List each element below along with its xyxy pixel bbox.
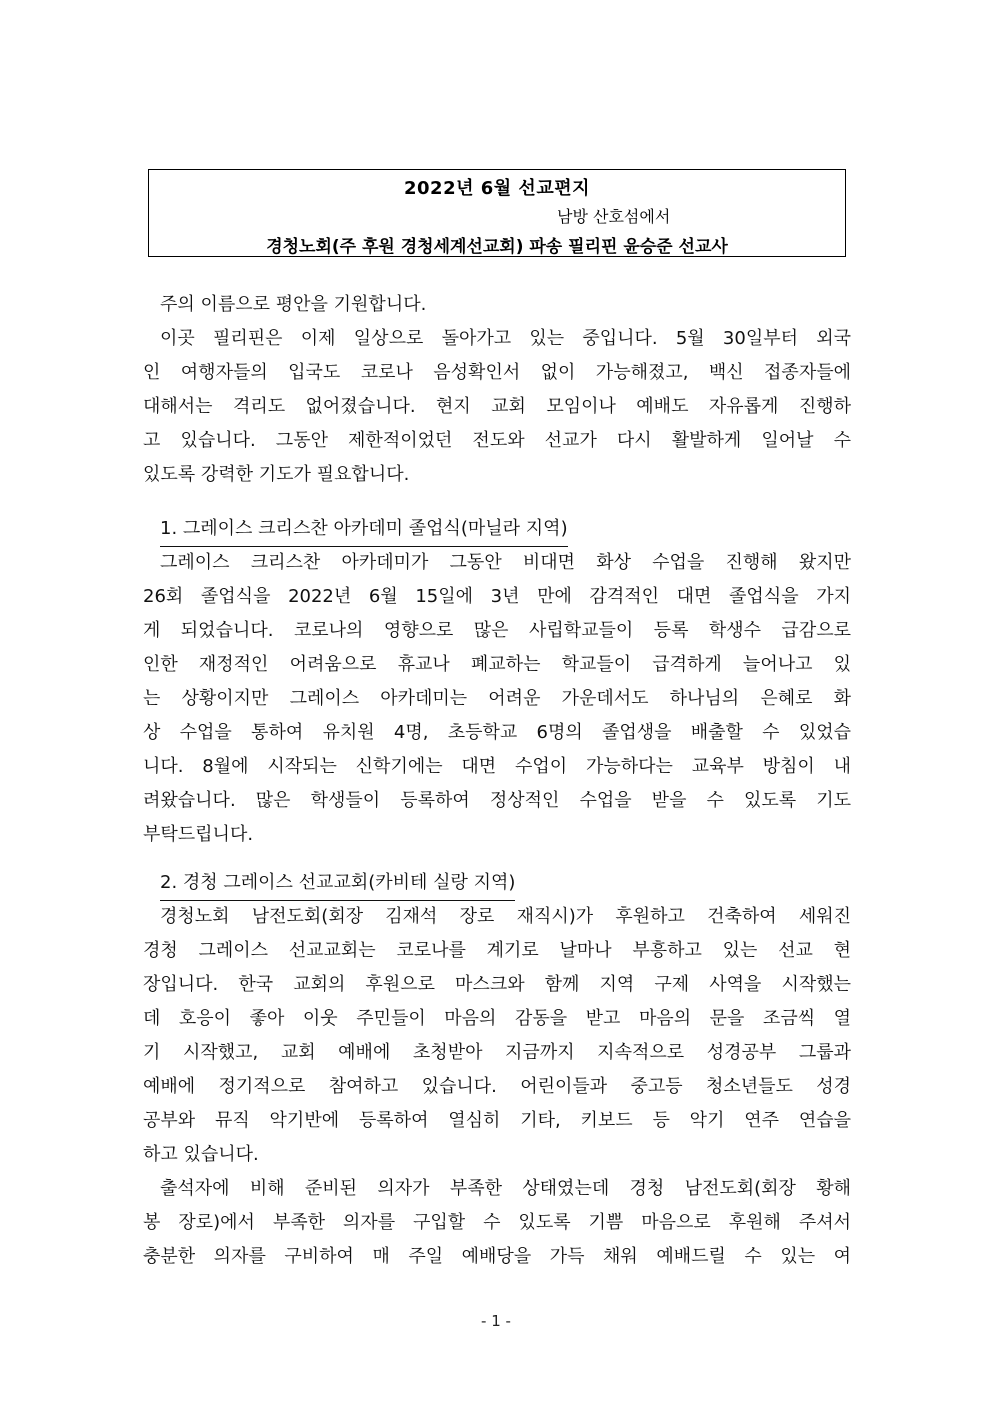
section-1-line: 그레이스 크리스찬 아카데미가 그동안 비대면 화상 수업을 진행해 왔지만	[160, 552, 851, 573]
section-1-line: 게 되었습니다. 코로나의 영향으로 많은 사립학교들이 등록 학생수 급감으로	[143, 620, 851, 641]
section-1-line: 니다. 8월에 시작되는 신학기에는 대면 수업이 가능하다는 교육부 방침이 내	[143, 756, 851, 777]
section-2-line: 경청노회 남전도회(회장 김재석 장로 재직시)가 후원하고 건축하여 세워진	[160, 906, 851, 927]
intro-line: 대해서는 격리도 없어졌습니다. 현지 교회 모임이나 예배도 자유롭게 진행하	[143, 396, 851, 417]
letter-author: 경청노회(주 후원 경청세계선교회) 파송 필리핀 윤승준 선교사	[266, 237, 728, 257]
intro-line: 인 여행자들의 입국도 코로나 음성확인서 없이 가능해졌고, 백신 접종자들에	[143, 362, 851, 383]
section-1-line: 상 수업을 통하여 유치원 4명, 초등학교 6명의 졸업생을 배출할 수 있었습	[143, 722, 851, 743]
section-2-line: 장입니다. 한국 교회의 후원으로 마스크와 함께 지역 구제 사역을 시작했는	[143, 974, 851, 995]
intro-line: 주의 이름으로 평안을 기원합니다.	[160, 294, 427, 315]
intro-line: 이곳 필리핀은 이제 일상으로 돌아가고 있는 중입니다. 5월 30일부터 외국	[160, 328, 851, 349]
section-1-line: 는 상황이지만 그레이스 아카데미는 어려운 가운데서도 하나님의 은혜로 화	[143, 688, 851, 709]
section-2-line: 기 시작했고, 교회 예배에 초청받아 지금까지 지속적으로 성경공부 그룹과	[143, 1042, 851, 1063]
section-2-line: 하고 있습니다.	[143, 1144, 259, 1165]
section-1-line: 인한 재정적인 어려움으로 휴교나 폐교하는 학교들이 급격하게 늘어나고 있	[143, 654, 851, 675]
intro-line: 고 있습니다. 그동안 제한적이었던 전도와 선교가 다시 활발하게 일어날 수	[143, 430, 851, 451]
section-2-line: 경청 그레이스 선교교회는 코로나를 계기로 날마나 부흥하고 있는 선교 현	[143, 940, 851, 961]
section-2-line: 충분한 의자를 구비하여 매 주일 예배당을 가득 채워 예배드릴 수 있는 여	[143, 1246, 851, 1267]
section-2-heading: 2. 경청 그레이스 선교교회(카비테 실랑 지역)	[160, 866, 515, 901]
intro-line: 있도록 강력한 기도가 필요합니다.	[143, 464, 410, 485]
section-1-heading: 1. 그레이스 크리스찬 아카데미 졸업식(마닐라 지역)	[160, 512, 568, 547]
section-1-line: 부탁드립니다.	[143, 824, 254, 845]
section-2-line: 예배에 정기적으로 참여하고 있습니다. 어린이들과 중고등 청소년들도 성경	[143, 1076, 851, 1097]
section-1-paragraph	[143, 546, 851, 852]
section-2-line: 데 호응이 좋아 이웃 주민들이 마음의 감동을 받고 마음의 문을 조금씩 열	[143, 1008, 851, 1029]
section-1-line: 26회 졸업식을 2022년 6월 15일에 3년 만에 감격적인 대면 졸업식을 가지	[143, 586, 851, 607]
letter-location: 남방 산호섬에서	[557, 207, 671, 226]
page-number: - 1 -	[481, 1312, 511, 1330]
section-2-line: 공부와 뮤직 악기반에 등록하여 열심히 기타, 키보드 등 악기 연주 연습을	[143, 1110, 851, 1131]
letter-title: 2022년 6월 선교편지	[404, 178, 590, 199]
section-2-paragraph	[143, 900, 851, 1274]
section-1-line: 려왔습니다. 많은 학생들이 등록하여 정상적인 수업을 받을 수 있도록 기도	[143, 790, 851, 811]
section-2-line: 봉 장로)에서 부족한 의자를 구입할 수 있도록 기쁨 마음으로 후원해 주셔서	[143, 1212, 851, 1233]
intro-paragraph	[143, 288, 851, 492]
letter-header-box	[148, 169, 846, 257]
section-2-line: 출석자에 비해 준비된 의자가 부족한 상태였는데 경청 남전도회(회장 황해	[160, 1178, 851, 1199]
